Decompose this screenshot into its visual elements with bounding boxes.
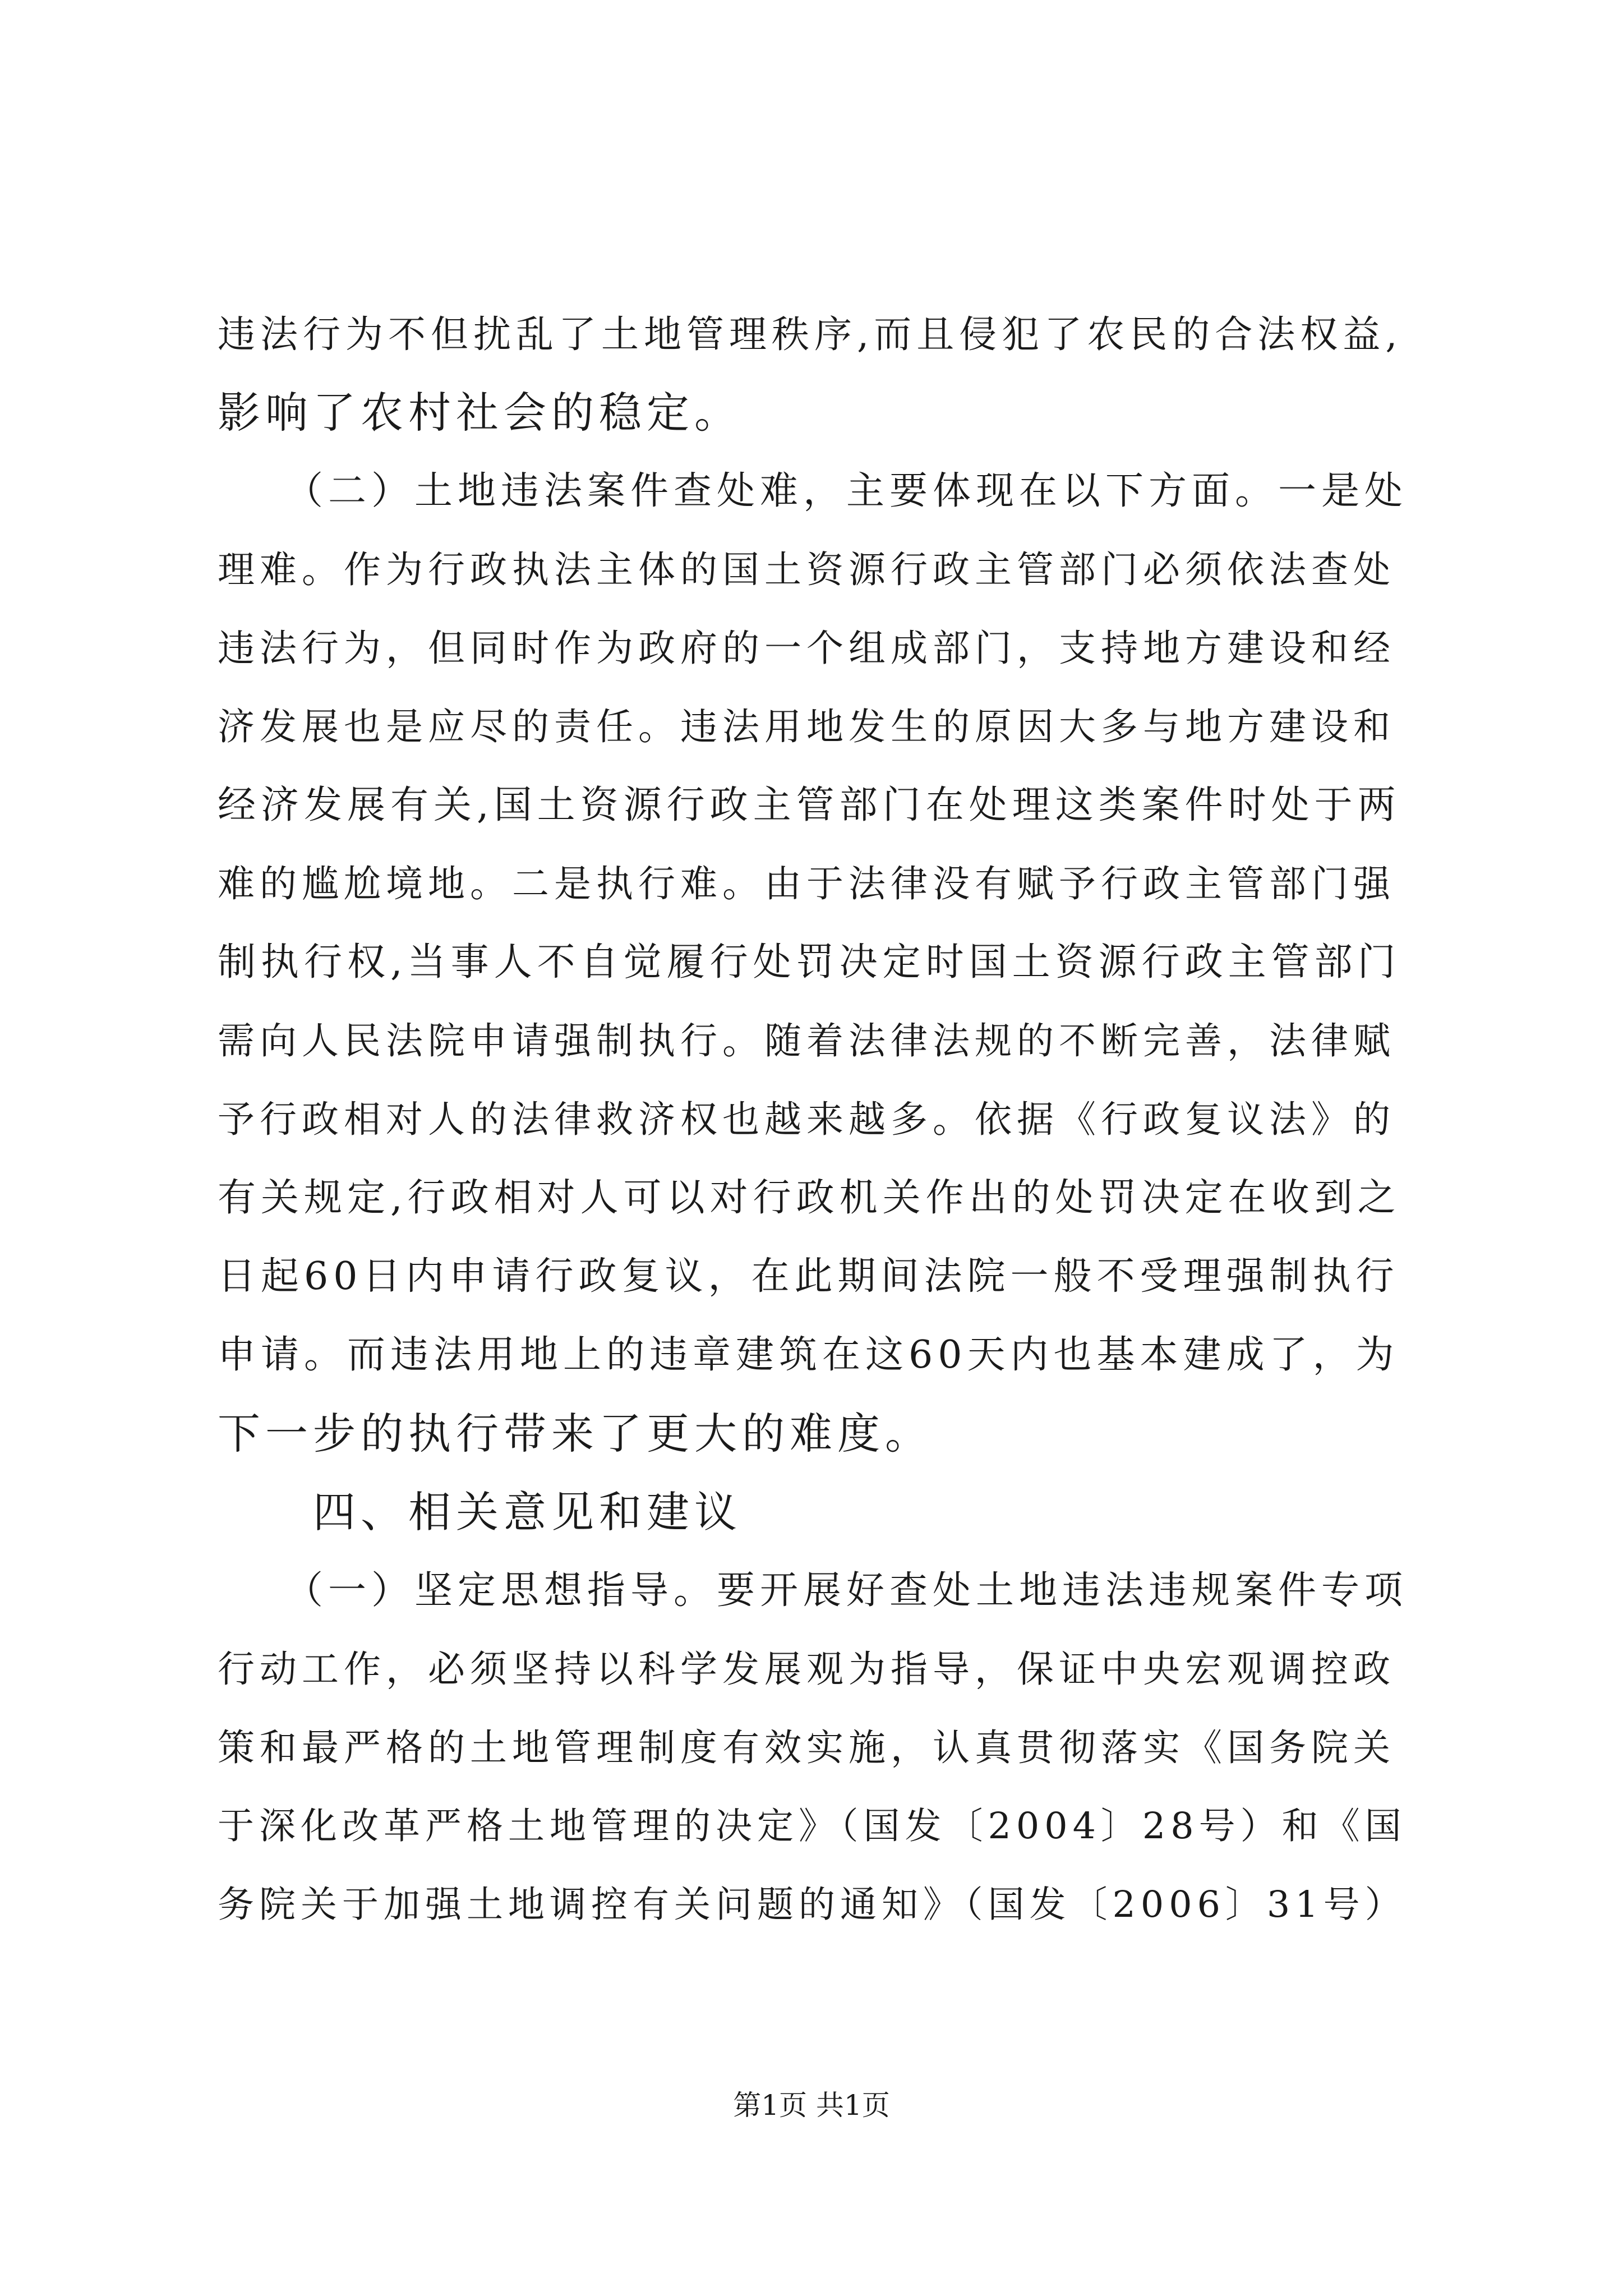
body-text-line: 于深化改革严格土地管理的决定》（国发〔2004〕28号）和《国 bbox=[218, 1805, 1407, 1847]
body-text-line: 行动工作，必须坚持以科学发展观为指导，保证中央宏观调控政 bbox=[218, 1648, 1395, 1691]
body-text-line: 务院关于加强土地调控有关问题的通知》（国发〔2006〕31号） bbox=[218, 1884, 1407, 1926]
section-paragraph-heading: （一）坚定思想指导。要开展好查处土地违法违规案件专项 bbox=[218, 1568, 1408, 1613]
body-text-line: 需向人民法院申请强制执行。随着法律法规的不断完善，法律赋 bbox=[218, 1019, 1395, 1062]
body-text-line: 申请。而违法用地上的违章建筑在这60天内也基本建成了，为 bbox=[218, 1333, 1399, 1377]
section-heading: 四、相关意见和建议 bbox=[218, 1487, 742, 1537]
body-text-line: 策和最严格的土地管理制度有效实施，认真贯彻落实《国务院关 bbox=[218, 1726, 1395, 1769]
body-text-line: 制执行权,当事人不自觉履行处罚决定时国土资源行政主管部门 bbox=[218, 940, 1401, 984]
body-text-line: 予行政相对人的法律救济权也越来越多。依据《行政复议法》的 bbox=[218, 1098, 1395, 1141]
section-paragraph-heading: （二）土地违法案件查处难，主要体现在以下方面。一是处 bbox=[218, 469, 1408, 513]
body-text-line: 理难。作为行政执法主体的国土资源行政主管部门必须依法查处 bbox=[218, 548, 1395, 591]
body-text-line: 有关规定,行政相对人可以对行政机关作出的处罚决定在收到之 bbox=[218, 1176, 1401, 1220]
body-text-line: 下一步的执行带来了更大的难度。 bbox=[218, 1409, 933, 1458]
body-text-line: 难的尴尬境地。二是执行难。由于法律没有赋予行政主管部门强 bbox=[218, 862, 1395, 905]
body-text-line: 日起60日内申请行政复议，在此期间法院一般不受理强制执行 bbox=[218, 1254, 1399, 1299]
body-text-line: 经济发展有关,国土资源行政主管部门在处理这类案件时处于两 bbox=[218, 783, 1401, 827]
page-number-footer: 第1页 共1页 bbox=[733, 2089, 890, 2122]
body-text-line: 违法行为，但同时作为政府的一个组成部门，支持地方建设和经 bbox=[218, 627, 1395, 670]
body-text-line: 影响了农村社会的稳定。 bbox=[218, 388, 742, 438]
body-text-line: 违法行为不但扰乱了土地管理秩序,而且侵犯了农民的合法权益, bbox=[218, 312, 1403, 356]
body-text-line: 济发展也是应尽的责任。违法用地发生的原因大多与地方建设和 bbox=[218, 705, 1395, 748]
